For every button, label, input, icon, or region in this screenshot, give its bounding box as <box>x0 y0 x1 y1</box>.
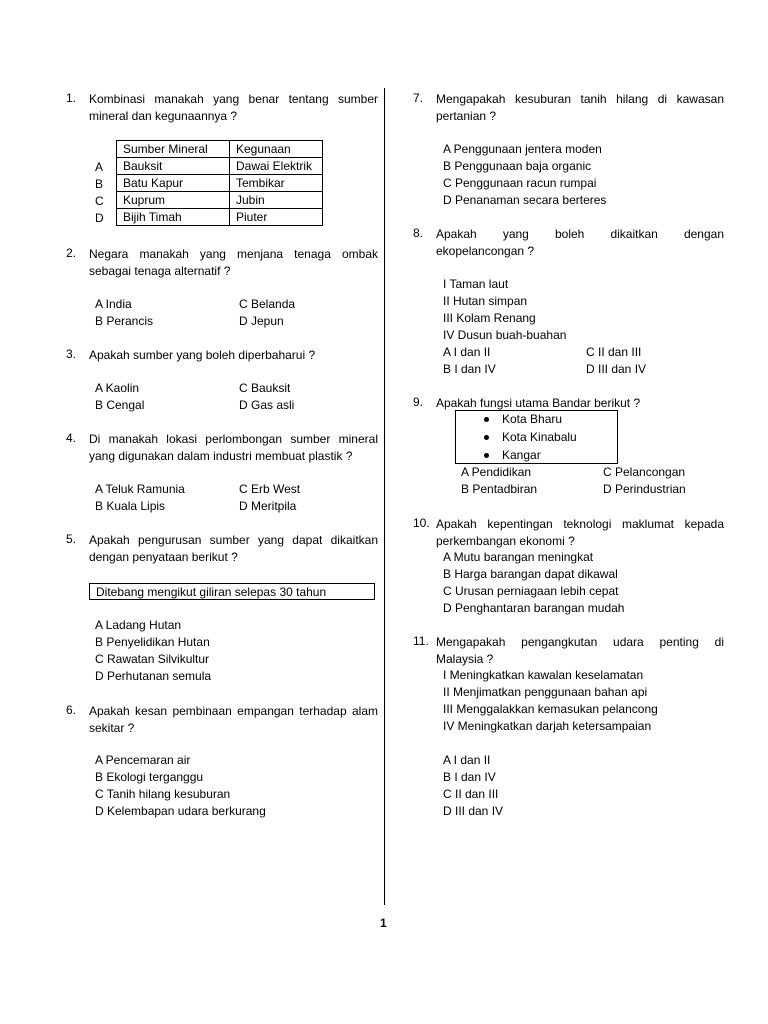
option-d[interactable]: D Jepun <box>239 314 284 328</box>
table-cell: Dawai Elektrik <box>230 158 323 175</box>
option-c[interactable]: C Pelancongan <box>603 465 686 479</box>
mineral-table <box>116 140 323 226</box>
bullet-item <box>484 448 541 462</box>
question-number: 3. <box>66 347 77 361</box>
statement-item: II Menjimatkan penggunaan bahan api <box>443 685 648 699</box>
option-a[interactable]: A I dan II <box>443 753 491 767</box>
option-label-b: B <box>95 177 104 191</box>
question-number: 10. <box>413 516 430 530</box>
statement-item: III Kolam Renang <box>443 311 536 325</box>
option-d[interactable]: D Penghantaran barangan mudah <box>443 601 625 615</box>
option-a[interactable]: A Ladang Hutan <box>95 618 182 632</box>
question-stem: Apakah sumber yang boleh diperbaharui ? <box>89 348 316 362</box>
question-stem: Kombinasi manakah yang benar tentang sumber mineral dan kegunaannya ? <box>89 92 378 123</box>
option-b[interactable]: B Ekologi terganggu <box>95 770 204 784</box>
option-a[interactable]: A Pencemaran air <box>95 753 191 767</box>
option-b[interactable]: B I dan IV <box>443 362 496 376</box>
question-number: 6. <box>66 703 77 717</box>
option-d[interactable]: D Perindustrian <box>603 482 686 496</box>
table-row <box>117 175 323 192</box>
city-label: Kota Kinabalu <box>502 430 577 444</box>
question-stem: Negara manakah yang menjana tenaga ombak sebagai tenaga alternatif ? <box>89 247 378 278</box>
question-number: 2. <box>66 246 77 260</box>
option-a[interactable]: A Mutu barangan meningkat <box>443 550 594 564</box>
option-a[interactable]: A Teluk Ramunia <box>95 482 185 496</box>
question-stem: Di manakah lokasi perlombongan sumber mineral yang digunakan dalam industri membuat plastik ? <box>89 432 378 463</box>
question-stem: Apakah pengurusan sumber yang dapat dikaitkan dengan penyataan berikut ? <box>89 533 378 564</box>
option-label-a: A <box>95 160 104 174</box>
table-cell: Bauksit <box>117 158 230 175</box>
option-c[interactable]: C II dan III <box>586 345 642 359</box>
column-divider <box>384 88 385 905</box>
table-row <box>117 192 323 209</box>
bullet-item <box>484 412 562 426</box>
option-b[interactable]: B Cengal <box>95 398 145 412</box>
question-stem: Mengapakah kesuburan tanih hilang di kawasan pertanian ? <box>436 92 724 123</box>
option-c[interactable]: C Bauksit <box>239 381 291 395</box>
table-cell: Jubin <box>230 192 323 209</box>
statement-item: III Menggalakkan kemasukan pelancong <box>443 702 658 716</box>
question-number: 7. <box>413 91 424 105</box>
option-a[interactable]: A Pendidikan <box>461 465 532 479</box>
table-header: Sumber Mineral <box>117 141 230 158</box>
option-d[interactable]: D Meritpila <box>239 499 297 513</box>
option-a[interactable]: A I dan II <box>443 345 491 359</box>
option-d[interactable]: D Perhutanan semula <box>95 669 212 683</box>
bullet-icon <box>484 453 489 458</box>
option-a[interactable]: A Penggunaan jentera moden <box>443 142 602 156</box>
city-label: Kangar <box>502 448 541 462</box>
bullet-icon <box>484 435 489 440</box>
table-cell: Piuter <box>230 209 323 226</box>
question-number: 1. <box>66 91 77 105</box>
question-stem: Apakah yang boleh dikaitkan dengan ekopelancongan ? <box>436 227 724 258</box>
statement-box: Ditebang mengikut giliran selepas 30 tahun <box>89 583 375 600</box>
option-b[interactable]: B Perancis <box>95 314 154 328</box>
option-b[interactable]: B Harga barangan dapat dikawal <box>443 567 618 581</box>
option-b[interactable]: B Pentadbiran <box>461 482 538 496</box>
question-stem: Mengapakah pengangkutan udara penting di Malaysia ? <box>436 635 724 666</box>
question-number: 9. <box>413 395 424 409</box>
option-b[interactable]: B I dan IV <box>443 770 496 784</box>
option-label-c: C <box>95 194 104 208</box>
table-cell: Tembikar <box>230 175 323 192</box>
table-header-row <box>117 141 323 158</box>
statement-item: II Hutan simpan <box>443 294 528 308</box>
option-b[interactable]: B Penyelidikan Hutan <box>95 635 210 649</box>
statement-item: I Meningkatkan kawalan keselamatan <box>443 668 644 682</box>
option-label-d: D <box>95 211 104 225</box>
table-cell: Kuprum <box>117 192 230 209</box>
question-number: 8. <box>413 226 424 240</box>
page-number: 1 <box>380 916 387 930</box>
question-number: 11. <box>413 634 429 648</box>
table-row <box>117 158 323 175</box>
statement-item: IV Meningkatkan darjah ketersampaian <box>443 719 652 733</box>
option-c[interactable]: C Erb West <box>239 482 301 496</box>
option-c[interactable]: C Belanda <box>239 297 296 311</box>
question-stem: Apakah kesan pembinaan empangan terhadap alam sekitar ? <box>89 704 378 735</box>
option-b[interactable]: B Penggunaan baja organic <box>443 159 592 173</box>
city-label: Kota Bharu <box>502 412 563 426</box>
statement-item: I Taman laut <box>443 277 509 291</box>
option-c[interactable]: C Urusan perniagaan lebih cepat <box>443 584 619 598</box>
option-d[interactable]: D III dan IV <box>443 804 504 818</box>
table-cell: Bijih Timah <box>117 209 230 226</box>
table-header: Kegunaan <box>230 141 323 158</box>
option-d[interactable]: D Kelembapan udara berkurang <box>95 804 266 818</box>
table-cell: Batu Kapur <box>117 175 230 192</box>
option-c[interactable]: C Penggunaan racun rumpai <box>443 176 597 190</box>
option-a[interactable]: A Kaolin <box>95 381 140 395</box>
bullet-icon <box>484 417 489 422</box>
bullet-item <box>484 430 577 444</box>
option-c[interactable]: C Rawatan Silvikultur <box>95 652 210 666</box>
option-d[interactable]: D III dan IV <box>586 362 647 376</box>
question-number: 5. <box>66 532 77 546</box>
table-row <box>117 209 323 226</box>
option-d[interactable]: D Penanaman secara berteres <box>443 193 607 207</box>
option-a[interactable]: A India <box>95 297 132 311</box>
question-number: 4. <box>66 431 77 445</box>
option-c[interactable]: C II dan III <box>443 787 499 801</box>
option-d[interactable]: D Gas asli <box>239 398 295 412</box>
option-b[interactable]: B Kuala Lipis <box>95 499 166 513</box>
statement-item: IV Dusun buah-buahan <box>443 328 567 342</box>
question-stem: Apakah kepentingan teknologi maklumat kepada perkembangan ekonomi ? <box>436 517 724 548</box>
question-stem: Apakah fungsi utama Bandar berikut ? <box>436 396 641 410</box>
option-c[interactable]: C Tanih hilang kesuburan <box>95 787 231 801</box>
